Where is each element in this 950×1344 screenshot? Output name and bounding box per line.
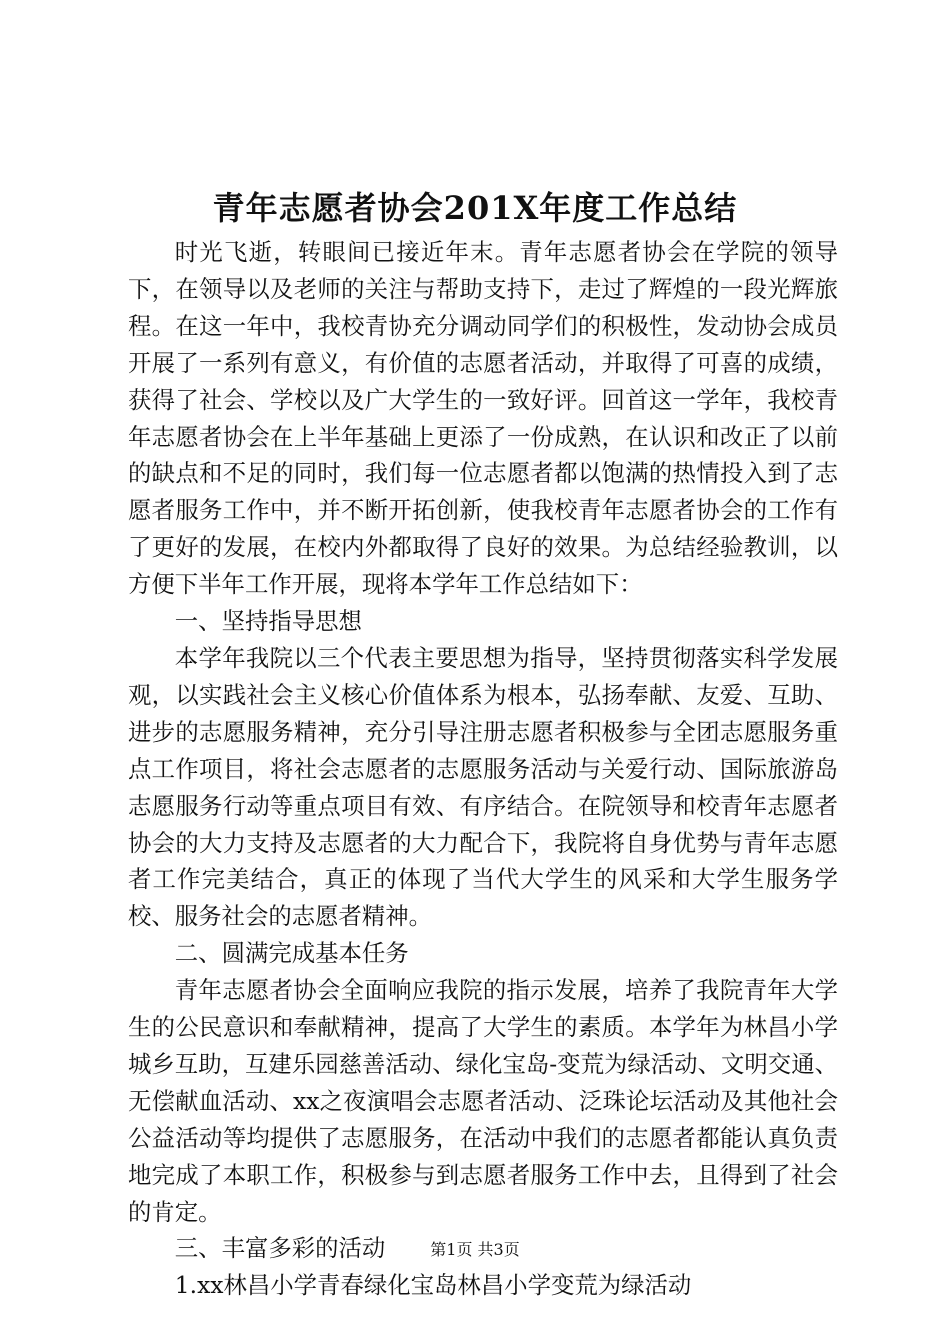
- section-paragraph-1: 本学年我院以三个代表主要思想为指导，坚持贯彻落实科学发展观，以实践社会主义核心价值体系为根本，弘扬奉献、友爱、互助、进步的志愿服务精神，充分引导注册志愿者积极参与全团志愿服务重点工作项目，将社会志愿者的志愿服务活动与关爱行动、国际旅游岛志愿服务行动等重点项目有效、有序结合。在院领导和校青年志愿者协会的大力支持及志愿者的大力配合下，我院将自身优势与青年志愿者工作完美结合，真正的体现了当代大学生的风采和大学生服务学校、服务社会的志愿者精神。: [128, 643, 838, 931]
- intro-paragraph: 时光飞逝，转眼间已接近年末。青年志愿者协会在学院的领导下，在领导以及老师的关注与帮助支持下，走过了辉煌的一段光辉旅程。在这一年中，我校青协充分调动同学们的积极性，发动协会成员开展了一系列有意义，有价值的志愿者活动，并取得了可喜的成绩，获得了社会、学校以及广大学生的一致好评。回首这一学年，我校青年志愿者协会在上半年基础上更添了一份成熟，在认识和改正了以前的缺点和不足的同时，我们每一位志愿者都以饱满的热情投入到了志愿者服务工作中，并不断开拓创新，使我校青年志愿者协会的工作有了更好的发展，在校内外都取得了良好的效果。为总结经验教训，以方便下半年工作开展，现将本学年工作总结如下：: [128, 238, 838, 599]
- section-heading-1: 一、坚持指导思想: [174, 607, 362, 636]
- page-footer: 第1页 共3页: [430, 1240, 520, 1259]
- list-item-activity-1: 1.xx林昌小学青春绿化宝岛林昌小学变荒为绿活动: [174, 1271, 692, 1300]
- document-title: 青年志愿者协会201X年度工作总结: [212, 189, 738, 227]
- section-paragraph-2: 青年志愿者协会全面响应我院的指示发展，培养了我院青年大学生的公民意识和奉献精神，提高了大学生的素质。本学年为林昌小学城乡互助，互建乐园慈善活动、绿化宝岛-变荒为绿活动、文明交通、无偿献血活动、xx之夜演唱会志愿者活动、泛珠论坛活动及其他社会公益活动等均提供了志愿服务，在活动中我们的志愿者都能认真负责地完成了本职工作，积极参与到志愿者服务工作中去，且得到了社会的肯定。: [128, 976, 838, 1226]
- section-heading-2: 二、圆满完成基本任务: [174, 939, 409, 968]
- document-body: [128, 234, 838, 1304]
- section-heading-3: 三、丰富多彩的活动: [174, 1234, 386, 1263]
